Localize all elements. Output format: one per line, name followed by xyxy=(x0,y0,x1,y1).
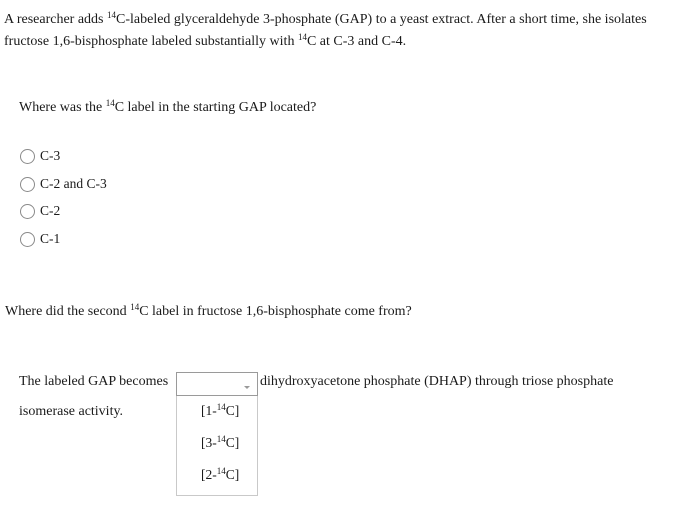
dropdown-option-3-14c[interactable] xyxy=(201,435,239,451)
option-text-post: C] xyxy=(225,467,240,482)
option-label: C-1 xyxy=(40,231,61,246)
question-1-text-pre: Where was the xyxy=(19,100,106,115)
option-text-pre: [2- xyxy=(201,467,217,482)
isotope-superscript: 14 xyxy=(107,10,117,20)
question-1-text-post: C label in the starting GAP located? xyxy=(114,100,317,115)
label-position-dropdown[interactable] xyxy=(176,372,258,496)
radio-button[interactable] xyxy=(20,177,35,192)
fill-in-sentence-before: The labeled GAP becomes xyxy=(19,374,169,389)
isotope-superscript: 14 xyxy=(216,466,226,476)
dropdown-option-1-14c[interactable] xyxy=(201,403,239,419)
option-c2[interactable] xyxy=(20,202,60,220)
radio-button[interactable] xyxy=(20,149,35,164)
isotope-superscript: 14 xyxy=(216,402,226,412)
radio-button[interactable] xyxy=(20,232,35,247)
option-text-pre: [1- xyxy=(201,403,217,418)
question-2-text-pre: Where did the second xyxy=(5,304,131,319)
fill-in-sentence-after: dihydroxyacetone phosphate (DHAP) through triose phosphate xyxy=(260,374,614,389)
option-label: C-2 and C-3 xyxy=(40,176,107,191)
problem-intro xyxy=(4,9,647,53)
dropdown-select-box[interactable] xyxy=(176,372,258,396)
isotope-superscript: 14 xyxy=(105,98,115,108)
question-2-text-post: C label in fructose 1,6-bisphosphate come from? xyxy=(139,304,412,319)
option-c1[interactable] xyxy=(20,230,60,248)
intro-text-1: A researcher adds xyxy=(4,12,108,27)
chevron-down-icon[interactable] xyxy=(244,386,250,389)
isotope-superscript: 14 xyxy=(130,302,140,312)
intro-text-2: C-labeled glyceraldehyde 3-phosphate (GAP) to a yeast extract. After a short time, she isolates xyxy=(116,12,647,27)
isotope-superscript: 14 xyxy=(216,434,226,444)
radio-button[interactable] xyxy=(20,204,35,219)
intro-text-4: C at C-3 and C-4. xyxy=(306,34,407,49)
question-2-prompt xyxy=(5,304,412,320)
fill-in-sentence-line2: isomerase activity. xyxy=(19,404,124,419)
dropdown-option-2-14c[interactable] xyxy=(201,467,239,483)
option-label: C-2 xyxy=(40,203,61,218)
option-c2-and-c3[interactable] xyxy=(20,175,107,193)
option-text-post: C] xyxy=(225,403,240,418)
intro-text-3: fructose 1,6-bisphosphate labeled substantially with xyxy=(4,34,298,49)
option-text-post: C] xyxy=(225,435,240,450)
question-1-prompt xyxy=(19,100,316,116)
isotope-superscript: 14 xyxy=(297,32,307,42)
option-label: C-3 xyxy=(40,148,61,163)
option-c3[interactable] xyxy=(20,147,60,165)
option-text-pre: [3- xyxy=(201,435,217,450)
